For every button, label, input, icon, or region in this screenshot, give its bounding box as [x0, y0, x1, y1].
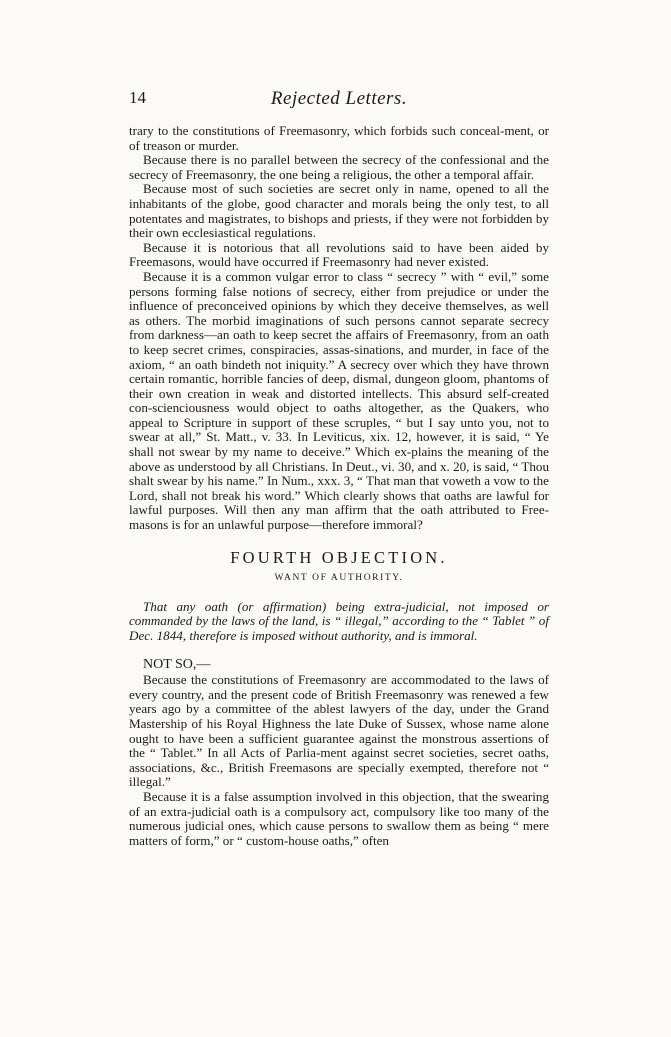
- paragraph: Because it is a false assumption involved in this objection, that the swearing of an extra-judicial oath is a compulsory act, compulsory like too many of the numerous judicial ones, which cause persons to swallow them as being “ mere matters of form,” or “ custom-house oaths,” often: [129, 788, 549, 848]
- paragraph: Because most of such societies are secret only in name, opened to all the inhabitants of the globe, good character and morals being the only test, to all potentates and magistrates, to bishops and priests, if they were not forbidden by their own ecclesiastical regulations.: [129, 181, 549, 241]
- paragraph: Because it is a common vulgar error to class “ secrecy ” with “ evil,” some persons forming false notions of secrecy, either from prejudice or under the influence of preconceived opinions by which they deceive themselves, as well as others. The morbid imaginations of such persons cannot separate secrecy from darkness—an oath to keep secret the affairs of Freemasonry, from an oath to keep secret crimes, conspiracies, assas-sinations, and murder, in face of the axiom, “ an oath bindeth not iniquity.” A secrecy over which they have thrown certain romantic, horrible fancies of deep, dismal, dungeon gloom, phantoms of their own creation in weak and distorted intellects. This absurd self-created con-scienciousness would object to oaths altogether, as the Quakers, who appeal to Scripture in support of these scruples, “ but I say unto you, not to swear at all,” St. Matt., v. 33. In Leviticus, xix. 12, however, it is said, “ Ye shall not swear by my name to deceive.” Which ex-plains the meaning of the above as understood by all Christians. In Deut., vi. 30, and x. 20, is said, “ Thou shalt swear by his name.” In Num., xxx. 3, “ That man that voweth a vow to the Lord, shall not break his word.” Which clearly shows that oaths are lawful for lawful purposes. Will then any man affirm that the oath attributed to Free-masons is for an unlawful purpose—therefore immoral?: [129, 268, 549, 533]
- running-head: Rejected Letters.: [270, 88, 408, 109]
- section-subtitle: WANT OF AUTHORITY.: [274, 573, 404, 584]
- reply-heading: NOT SO,—: [143, 656, 211, 672]
- paragraph: Because it is notorious that all revolutions said to have been aided by Freemasons, would have occurred if Freemasonry had never existed.: [129, 239, 549, 270]
- page-header: [129, 88, 549, 110]
- page-body: [129, 124, 549, 848]
- page-number: 14: [129, 88, 146, 107]
- objection-statement: That any oath (or affirmation) being extra-judicial, not imposed or commanded by the laws of the land, is “ illegal,” according to the “ Tablet ” of Dec. 1844, therefore is imposed without authority, and is immoral.: [129, 598, 549, 643]
- paragraph: trary to the constitutions of Freemasonry, which forbids such conceal-ment, or of treason or murder.: [129, 123, 549, 153]
- paragraph: Because there is no parallel between the secrecy of the confessional and the secrecy of Freemasonry, the one being a religious, the other a temporal affair.: [129, 152, 549, 182]
- section-title: FOURTH OBJECTION.: [230, 547, 448, 567]
- paragraph: Because the constitutions of Freemasonry are accommodated to the laws of every country, and the present code of British Freemasonry was renewed a few years ago by a committee of the ablest lawyers of the day, under the Grand Mastership of his Royal Highness the late Duke of Sussex, whose name alone ought to have been a sufficient guarantee against the monstrous assertions of the “ Tablet.” In all Acts of Parlia-ment against secret societies, secret oaths, associations, &c., British Freemasons are specially exempted, therefore not “ illegal.”: [129, 672, 549, 790]
